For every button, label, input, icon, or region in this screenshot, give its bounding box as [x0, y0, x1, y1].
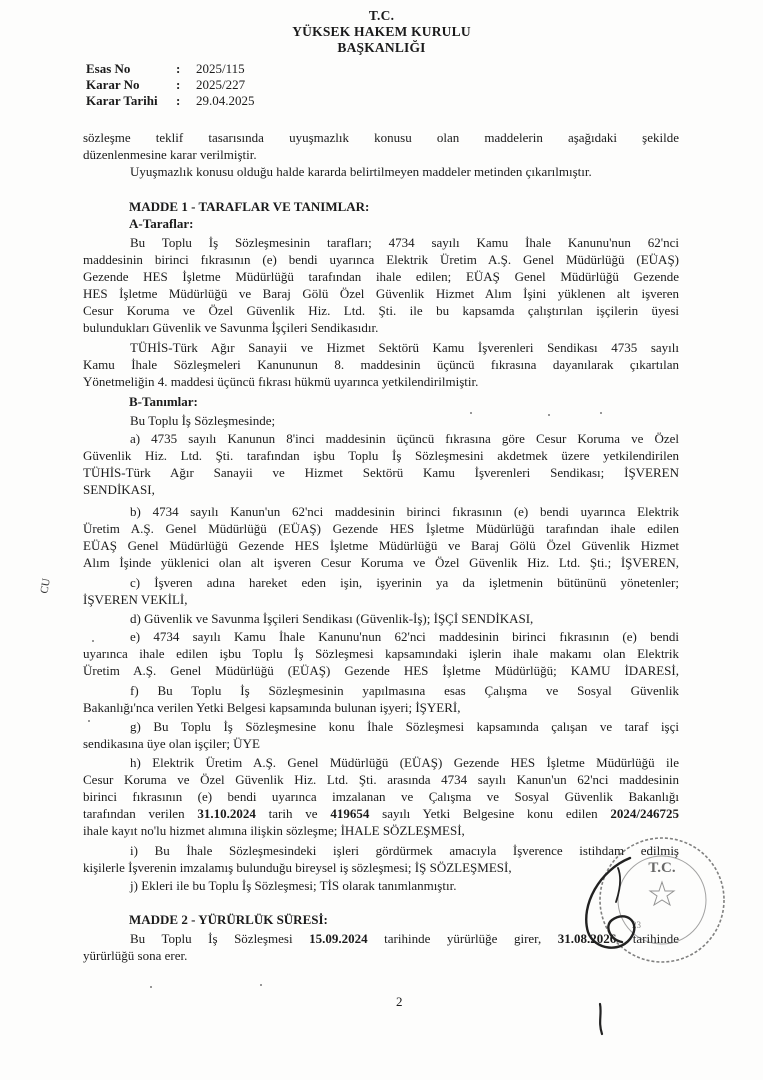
meta-colon: : — [176, 93, 181, 108]
definition-d-line: d) Güvenlik ve Savunma İşçileri Sendikası (Güvenlik-İş); İŞÇİ SENDİKASI, — [130, 611, 534, 626]
header-tc: T.C. — [368, 8, 395, 23]
madde-2-line: yürürlüğü sona erer. — [83, 948, 188, 963]
meta-esas-no — [86, 61, 245, 77]
scan-speck — [260, 984, 262, 986]
definition-h-line: ihale kayıt no'lu hizmet alımına ilişkin sözleşme; İHALE SÖZLEŞMESİ, — [83, 823, 465, 838]
definition-c-line: c) İşveren adına hareket eden işin, işyerinin ya da işletmenin bütününü yönetenler; — [130, 575, 679, 590]
definition-h-line-dates — [83, 805, 679, 822]
yetki-number: 419654 — [330, 806, 370, 821]
end-date: 31.08.2026 — [557, 931, 617, 946]
definition-i-line: kişilerle İşverenin imzalamış bulunduğu bireysel iş sözleşmesi; İŞ SÖZLEŞMESİ, — [83, 860, 512, 875]
definition-c-line: İŞVEREN VEKİLİ, — [83, 592, 188, 607]
intro-line: sözleşme teklif tasarısında uyuşmazlık konusu olan maddelerin aşağıdaki şekilde — [83, 130, 679, 145]
definition-b-line: b) 4734 sayılı Kanun'un 62'nci maddesinin birinci fıkrasının (e) bendi uyarınca Elektrik — [130, 504, 679, 519]
svg-text:T.C.: T.C. — [648, 860, 676, 876]
definition-e-line: uyarınca ihale edilen işbu Toplu İş Sözleşmesi kapsamındaki işlerin ihale makamı olan Elektrik — [83, 646, 679, 661]
pen-mark-icon — [586, 1000, 616, 1040]
taraflar-line: maddesinin birinci fıkrasının (e) bendi uyarınca Elektrik Üretim A.Ş. Genel Müdürlüğü (EÜAŞ) — [83, 252, 679, 267]
definition-f-line: f) Bu Toplu İş Sözleşmesinin yapılmasına esas Çalışma ve Sosyal Güvenlik — [130, 683, 679, 698]
taraflar-line: HES İşletme Müdürlüğü ve Baraj Gölü Özel Güvenlik Hizmet Alım İşini yüklenen alt işveren — [83, 286, 679, 301]
definition-a-line: Güvenlik Hiz. Ltd. Şti. tarafından işbu Toplu İş Sözleşmesini akdetmek üzere yetkilendirilen — [83, 448, 679, 463]
meta-value: 2025/227 — [196, 77, 246, 92]
text-fragment: tarihinde yürürlüğe girer, — [367, 931, 558, 946]
header-institution: YÜKSEK HAKEM KURULU — [292, 24, 471, 39]
svg-text:23: 23 — [632, 920, 641, 930]
margin-note: CU — [38, 577, 53, 595]
text-fragment: Bu Toplu İş Sözleşmesi — [130, 931, 310, 946]
a-taraflar-title: A-Taraflar: — [129, 216, 194, 231]
meta-colon: : — [176, 77, 181, 92]
ihale-kayit-no: 2024/246725 — [610, 806, 679, 821]
handwritten-signature-icon — [557, 850, 670, 960]
definition-f-line: Bakanlığı'nca verilen Yetki Belgesi kapsamında bulunan işyeri; İŞYERİ, — [83, 700, 461, 715]
start-date: 15.09.2024 — [309, 931, 368, 946]
definition-b-line: Üretim A.Ş. Genel Müdürlüğü (EÜAŞ) Gezende HES İşletme Müdürlüğü tarafından ihale edilen — [83, 521, 679, 536]
intro-line: Uyuşmazlık konusu olduğu halde kararda belirtilmeyen maddeler metinden çıkarılmıştır. — [130, 164, 592, 179]
tanimlar-intro: Bu Toplu İş Sözleşmesinde; — [130, 413, 276, 428]
meta-karar-no — [86, 77, 245, 93]
meta-value: 29.04.2025 — [196, 93, 255, 108]
definition-h-line: birinci fıkrasının (e) bendi uyarınca imzalanan ve Çalışma ve Sosyal Güvenlik Bakanlığı — [83, 789, 679, 804]
definition-a-line: a) 4735 sayılı Kanunun 8'inci maddesinin üçüncü fıkrasına göre Cesur Koruma ve Özel — [130, 431, 679, 446]
scan-speck — [600, 412, 602, 414]
definition-e-line: e) 4734 sayılı Kamu İhale Kanunu'nun 62'nci maddesinin birinci fıkrasının (e) bendi — [130, 629, 679, 644]
definition-g-line: g) Bu Toplu İş Sözleşmesine konu İhale Sözleşmesi kapsamında çalışan ve taraf işçi — [130, 719, 679, 734]
header-presidency: BAŞKANLIĞI — [337, 40, 426, 55]
taraflar-line: Bu Toplu İş Sözleşmesinin tarafları; 4734 sayılı Kamu İhale Kanunu'nun 62'nci — [130, 235, 679, 250]
scan-speck — [548, 414, 550, 416]
madde-2-heading: MADDE 2 - YÜRÜRLÜK SÜRESİ: — [129, 912, 328, 927]
definition-b-line: Alım İşinde yüklenici olan alt işveren Cesur Koruma ve Özel Güvenlik Hiz. Ltd. Şti.; İŞVEREN, — [83, 555, 679, 570]
taraflar-line: Cesur Koruma ve Özel Güvenlik Hiz. Ltd. Şti. ile bu kapsamda çalıştırılan işçilerin üyesi — [83, 303, 679, 318]
meta-key: Karar No — [86, 77, 140, 92]
definition-g-line: sendikasına üye olan işçiler; ÜYE — [83, 736, 260, 751]
definition-a-line: SENDİKASI, — [83, 482, 155, 497]
tuhis-line: Kamu İhale Sözleşmeleri Kanununun 8. maddesinin üçüncü fıkrasına dayanılarak çıkartılan — [83, 357, 679, 372]
meta-value: 2025/115 — [196, 61, 245, 76]
text-fragment: sayılı Yetki Belgesine konu edilen — [369, 806, 611, 821]
b-tanimlar-title: B-Tanımlar: — [129, 394, 198, 409]
text-fragment: tarihinde — [616, 931, 680, 946]
taraflar-line: bulundukları Güvenlik ve Savunma İşçileri Sendikasıdır. — [83, 320, 379, 335]
scan-speck — [92, 640, 94, 642]
meta-key: Karar Tarihi — [86, 93, 158, 108]
scan-speck — [150, 986, 152, 988]
tuhis-line: Yönetmeliğin 4. maddesi üçüncü fıkrası hükmü uyarınca yetkilendirilmiştir. — [83, 374, 479, 389]
taraflar-line: Gezende HES İşletme Müdürlüğü tarafından ihale edilen; EÜAŞ Genel Müdürlüğü Gezende — [83, 269, 679, 284]
definition-e-line: Üretim A.Ş. Genel Müdürlüğü (EÜAŞ) Gezende HES İşletme Müdürlüğü; KAMU İDARESİ, — [83, 663, 679, 678]
scan-speck — [88, 720, 90, 722]
definition-h-line: Cesur Koruma ve Özel Güvenlik Hiz. Ltd. Şti. arasında 4734 sayılı Kanun'un 62'nci maddesinin — [83, 772, 679, 787]
madde-1-heading: MADDE 1 - TARAFLAR VE TANIMLAR: — [129, 199, 370, 214]
definition-j-line: j) Ekleri ile bu Toplu İş Sözleşmesi; TİS olarak tanımlanmıştır. — [130, 878, 457, 893]
definition-h-line: h) Elektrik Üretim A.Ş. Genel Müdürlüğü (EÜAŞ) Gezende HES İşletme Müdürlüğü ile — [130, 755, 679, 770]
intro-line: düzenlenmesine karar verilmiştir. — [83, 147, 257, 162]
meta-karar-tarihi — [86, 93, 255, 109]
yetki-date: 31.10.2024 — [197, 806, 256, 821]
meta-key: Esas No — [86, 61, 131, 76]
scan-speck — [470, 412, 472, 414]
page-number: 2 — [396, 994, 403, 1009]
definition-i-line: i) Bu İhale Sözleşmesindeki işleri gördürmek amacıyla İşverence istihdam edilmiş — [130, 843, 679, 858]
text-fragment: tarih ve — [255, 806, 331, 821]
definition-a-line: TÜHİS-Türk Ağır Sanayii ve Hizmet Sektörü Kamu İşverenleri Sendikası; İŞVEREN — [83, 465, 679, 480]
meta-colon: : — [176, 61, 181, 76]
tuhis-line: TÜHİS-Türk Ağır Sanayii ve Hizmet Sektörü Kamu İşverenleri Sendikası 4735 sayılı — [130, 340, 679, 355]
definition-b-line: EÜAŞ Genel Müdürlüğü Gezende HES İşletme Müdürlüğü ve Baraj Gölü Özel Güvenlik Hizmet — [83, 538, 679, 553]
text-fragment: tarafından verilen — [83, 806, 198, 821]
